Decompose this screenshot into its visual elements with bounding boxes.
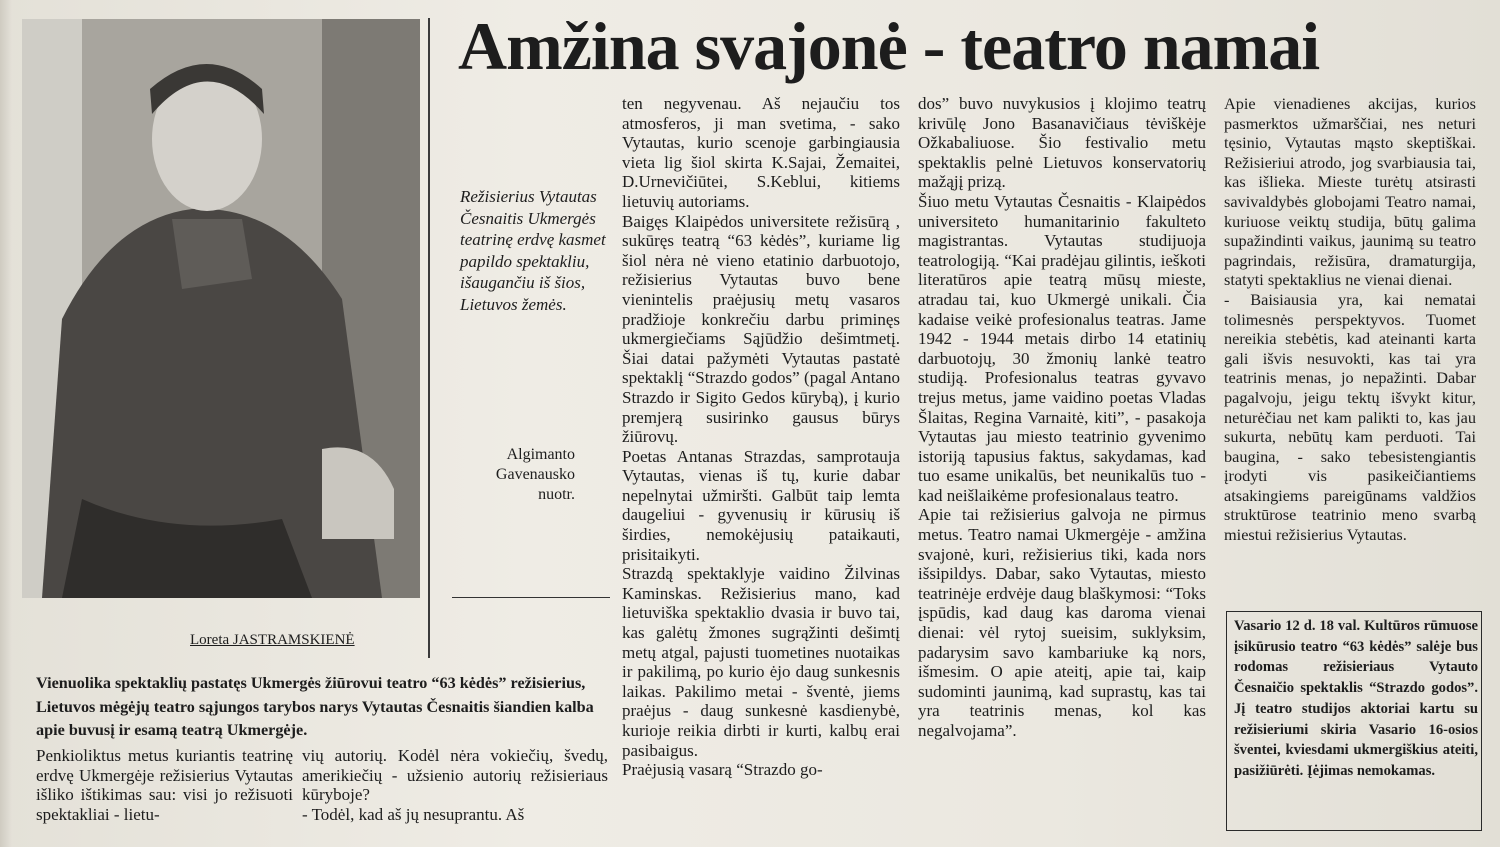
- headline: Amžina svajonė - teatro namai: [458, 8, 1320, 84]
- body-column-2: vių autorių. Kodėl nėra vokiečių, švedų, amerikiečių - užsienio autorių režisieriaus kūryboje? - Todėl, kad aš jų nesuprantu. Aš: [302, 746, 608, 824]
- body-column-3: ten negyvenau. Aš nejaučiu tos atmosferos, ji man svetima, - sako Vytautas, kurio scenoje garbingiausia vieta lig šiol skirta K.Sajai, Žemaitei, D.Urnevičiūtei, S.Keblui, kitiems lietuvių autoriams. Baigęs Klaipėdos universitete režisūrą , sukūręs teatrą “63 kėdės”, kuriame lig šiol nėra nė vieno etatinio darbuotojo, režisierius Vytautas buvo bene vienintelis praėjusių metų vasaros pradžioje konkrečiu darbu priminęs ukmergiečiams Sąjūdžio dešimtmetį. Šiai datai pažymėti Vytautas pastatė spektaklį “Strazdo godos” (pagal Antano Strazdo ir Sigito Gedos kūrybą), į kurio premjerą susirinko gausus būrys žiūrovų. Poetas Antanas Strazdas, samprotauja Vytautas, vienas iš tų, kurie dabar nepelnytai užmiršti. Galbūt taip lemta daugeliui - gyvenusių ir kūrusių iš širdies, nemokėjusių pataikauti, prisitaikyti. Strazdą spektaklyje vaidino Žilvinas Kaminskas. Režisierius mano, kad lietuviška spektaklio dvasia ir buvo tai, kas galėtų žmones sugrąžinti dešimtį metų atgal, pajusti tuometines nuotaikas ir pakilimą, po kurio ėjo daug sunkesnis laikas. Pakilimo metai - šventė, jiems praėjus - daug sunkesnė kasdienybė, kurioje reikia dirbti ir kurti, kalbų erai pasibaigus. Praėjusią vasarą “Strazdo go-: [622, 94, 900, 780]
- photo-credit: Algimanto Gavenausko nuotr.: [495, 446, 575, 503]
- portrait-figure: [22, 19, 420, 598]
- lead-paragraph: Vienuolika spektaklių pastatęs Ukmergės žiūrovui teatro “63 kėdės” režisierius, Lietuvos mėgėjų teatro sąjungos tarybos narys Vytautas Česnaitis šiandien kalba apie buvusį ir esamą teatrą Ukmergėje.: [36, 674, 594, 739]
- body-column-1: Penkioliktus metus kuriantis teatrinę erdvę Ukmergėje režisierius Vytautas išliko ištikimas sau: visi jo režisuoti spektakliai - lietu-: [36, 746, 293, 824]
- body-column-4: dos” buvo nuvykusios į klojimo teatrų krivūlę Jono Basanavičiaus tėviškėje Ožkabaliuose. Šio festivalio metu spektaklis pelnė Lietuvos konservatorių mažąjį prizą. Šiuo metu Vytautas Česnaitis - Klaipėdos universiteto humanitarinio fakulteto magistrantas. Vytautas studijuoja teatrologiją. “Kai pradėjau gilintis, ieškoti literatūros apie teatrą mūsų mieste, atradau tai, kuo Ukmergė unikali. Čia kadaise veikė profesionalus teatras. Jame 1942 - 1944 metais dirbo 14 etatinių darbuotojų, 30 žmonių lankė teatro studiją. Profesionalus teatras gyvavo trejus metus, jame vaidino poetas Vladas Šlaitas, Regina Varnaitė, kiti”, - pasakoja Vytautas jau miesto teatrinio gyvenimo istoriją tapusius faktus, sakydamas, kad tuo esame unikalūs, bet neunikalūs tuo - kad neišlaikėme profesionalaus teatro. Apie tai režisierius galvoja ne pirmus metus. Teatro namai Ukmergėje - amžina svajonė, kuri, režisierius tiki, kada nors išsipildys. Dabar, sako Vytautas, miesto teatrinėje erdvėje daug blaškymosi: “Toks įspūdis, kad daug kas daroma vienai dienai: vėl rytoj sueisim, suklyksim, padarysim savo kambariuke ką nors, išmesim. O apie ateitį, apie tai, kaip sudominti jaunimą, kad suprastų, kas tai yra teatrinis menas, kol kas negalvojama”.: [918, 94, 1206, 740]
- page-edge-shadow: [0, 0, 12, 847]
- body-column-5: Apie vienadienes akcijas, kurios pasmerktos užmarščiai, nes neturi tęsinio, Vytautas mąsto skeptiškai. Režisieriui atrodo, jog svarbiausia tai, kas išlieka. Mieste turėtų atsirasti savivaldybės globojami Teatro namai, kuriuose veiktų studija, būtų galima supažindinti vaikus, jaunimą su teatro pagrindais, režisūra, dramaturgija, statyti spektaklius ne vienai dienai. - Baisiausia yra, kai nematai tolimesnės perspektyvos. Tuomet nereikia stebėtis, kad ateinanti karta gali išvis nesuvokti, kas tai yra teatrinis menas, jo nepažinti. Dabar pagalvoju, jeigu tektų išvykt kitur, neturėčiau net kam palikti to, kas jau sukurta, nebūtų kam perduoti. Tai baugina, - sako tebesistengiantis įrodyti vis pasikeičiantiems atsakingiems pareigūnams valdžios struktūrose teatrinio meno svarbą miestui režisierius Vytautas.: [1224, 94, 1476, 545]
- portrait-photo: [22, 19, 420, 598]
- caption-divider: [452, 597, 610, 598]
- author-byline: Loreta JASTRAMSKIENĖ: [190, 632, 355, 648]
- photo-caption: Režisierius Vytautas Česnaitis Ukmergės teatrinę erdvę kasmet papildo spektakliu, išaugančiu iš šios, Lietuvos žemės.: [460, 187, 606, 314]
- column-rule: [428, 18, 430, 658]
- announcement-text: Vasario 12 d. 18 val. Kultūros rūmuose įsikūrusio teatro “63 kėdės” salėje bus rodomas režisieriaus Vytauto Česnaičio spektaklis “Strazdo godos”. Jį teatro studijos aktoriai kartu su režisieriumi skiria Vasario 16-osios šventei, kviesdami ukmergiškius ateiti, pasižiūrėti. Įėjimas nemokamas.: [1234, 618, 1478, 779]
